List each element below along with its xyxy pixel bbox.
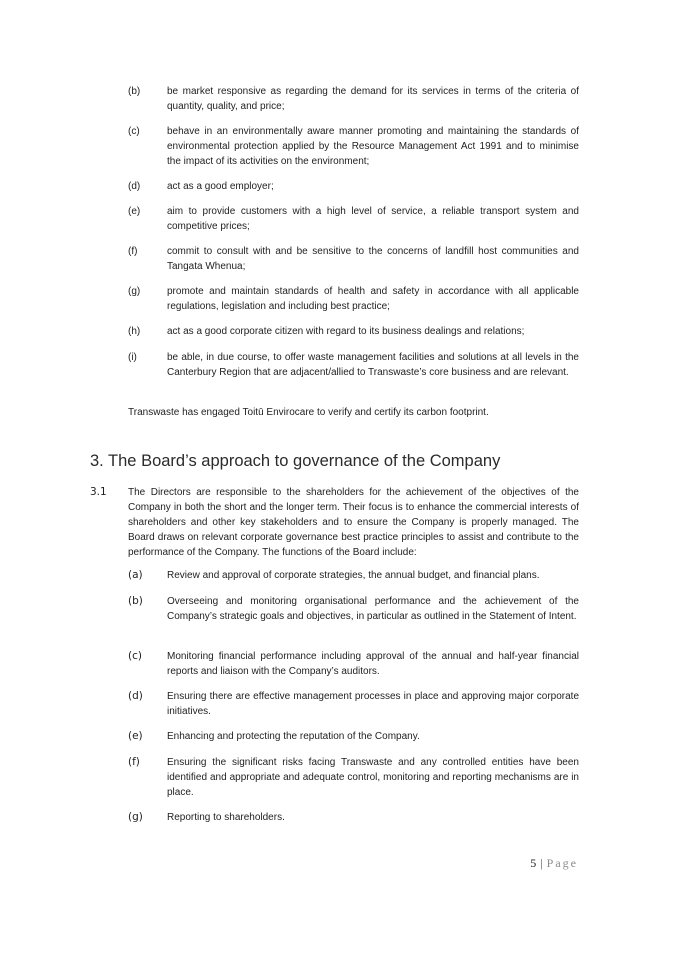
item-text: aim to provide customers with a high level of service, a reliable transport system and competitive prices; <box>167 206 579 232</box>
item-text: Reporting to shareholders. <box>167 812 285 823</box>
item-text: Enhancing and protecting the reputation of the Company. <box>167 731 420 742</box>
item-label: (i) <box>128 352 137 363</box>
objective-item-h <box>128 324 579 339</box>
item-text: Ensuring the significant risks facing Transwaste and any controlled entities have been identified and appropriate and adequate control, monitoring and reporting mechanisms are in place. <box>167 757 579 798</box>
function-item-c <box>128 649 579 679</box>
item-label: (c) <box>128 126 140 137</box>
item-text: act as a good employer; <box>167 181 274 192</box>
item-label: (g) <box>128 811 143 823</box>
item-text: promote and maintain standards of health and safety in accordance with all applicable regulations, legislation and including best practice; <box>167 286 579 312</box>
objective-item-g <box>128 284 579 314</box>
item-label: (b) <box>128 86 141 97</box>
section-intro: The Directors are responsible to the shareholders for the achievement of the objectives of the Company in both the short and the longer term. Their focus is to enhance the commercial interests of shareholders and other key stakeholders and to ensure the Company is properly managed. The Board draws on relevant corporate governance best practice principles to assist and contribute to the performance of the Company. The functions of the Board include: <box>128 487 579 558</box>
function-item-e <box>128 729 579 744</box>
item-text: Monitoring financial performance including approval of the annual and half-year financial reports and liaison with the Company’s auditors. <box>167 651 579 677</box>
objective-item-d <box>128 179 579 194</box>
section-number: 3.1 <box>90 486 107 498</box>
item-label: (e) <box>128 730 143 742</box>
item-label: (b) <box>128 595 143 607</box>
objective-item-i <box>128 350 579 380</box>
item-text: commit to consult with and be sensitive to the concerns of landfill host communities and Tangata Whenua; <box>167 246 579 272</box>
footer-separator: | <box>540 856 543 870</box>
item-text: Ensuring there are effective management processes in place and approving major corporate initiatives. <box>167 691 579 717</box>
objective-item-f <box>128 244 579 274</box>
item-label: (c) <box>128 650 142 662</box>
section-heading: 3. The Board’s approach to governance of the Company <box>90 452 501 470</box>
page-footer <box>530 856 578 871</box>
function-item-d <box>128 689 579 719</box>
item-label: (f) <box>128 246 138 257</box>
item-label: (e) <box>128 206 141 217</box>
item-text: be able, in due course, to offer waste management facilities and solutions at all levels in the Canterbury Region that are adjacent/allied to Transwaste’s core business and are relevant. <box>167 352 579 378</box>
item-text: behave in an environmentally aware manner promoting and maintaining the standards of environmental protection applied by the Resource Management Act 1991 and to minimise the impact of its activities on the environment; <box>167 126 579 167</box>
item-text: Review and approval of corporate strategies, the annual budget, and financial plans. <box>167 570 540 581</box>
function-item-a <box>128 568 579 583</box>
objective-item-b <box>128 84 579 114</box>
item-text: be market responsive as regarding the demand for its services in terms of the criteria of quantity, quality, and price; <box>167 86 579 112</box>
function-item-g <box>128 810 579 825</box>
item-label: (d) <box>128 181 141 192</box>
function-item-f <box>128 755 579 800</box>
item-text: act as a good corporate citizen with regard to its business dealings and relations; <box>167 326 525 337</box>
carbon-note: Transwaste has engaged Toitū Envirocare to verify and certify its carbon footprint. <box>128 407 489 418</box>
objective-item-c <box>128 124 579 169</box>
item-label: (h) <box>128 326 141 337</box>
objective-item-e <box>128 204 579 234</box>
page-number: 5 <box>530 856 537 870</box>
item-label: (g) <box>128 286 141 297</box>
item-label: (f) <box>128 756 140 768</box>
page-word: Page <box>546 856 578 870</box>
item-text: Overseeing and monitoring organisational performance and the achievement of the Company’s strategic goals and objectives, in particular as outlined in the Statement of Intent. <box>167 596 579 622</box>
function-item-b <box>128 594 579 624</box>
item-label: (a) <box>128 569 143 581</box>
item-label: (d) <box>128 690 143 702</box>
